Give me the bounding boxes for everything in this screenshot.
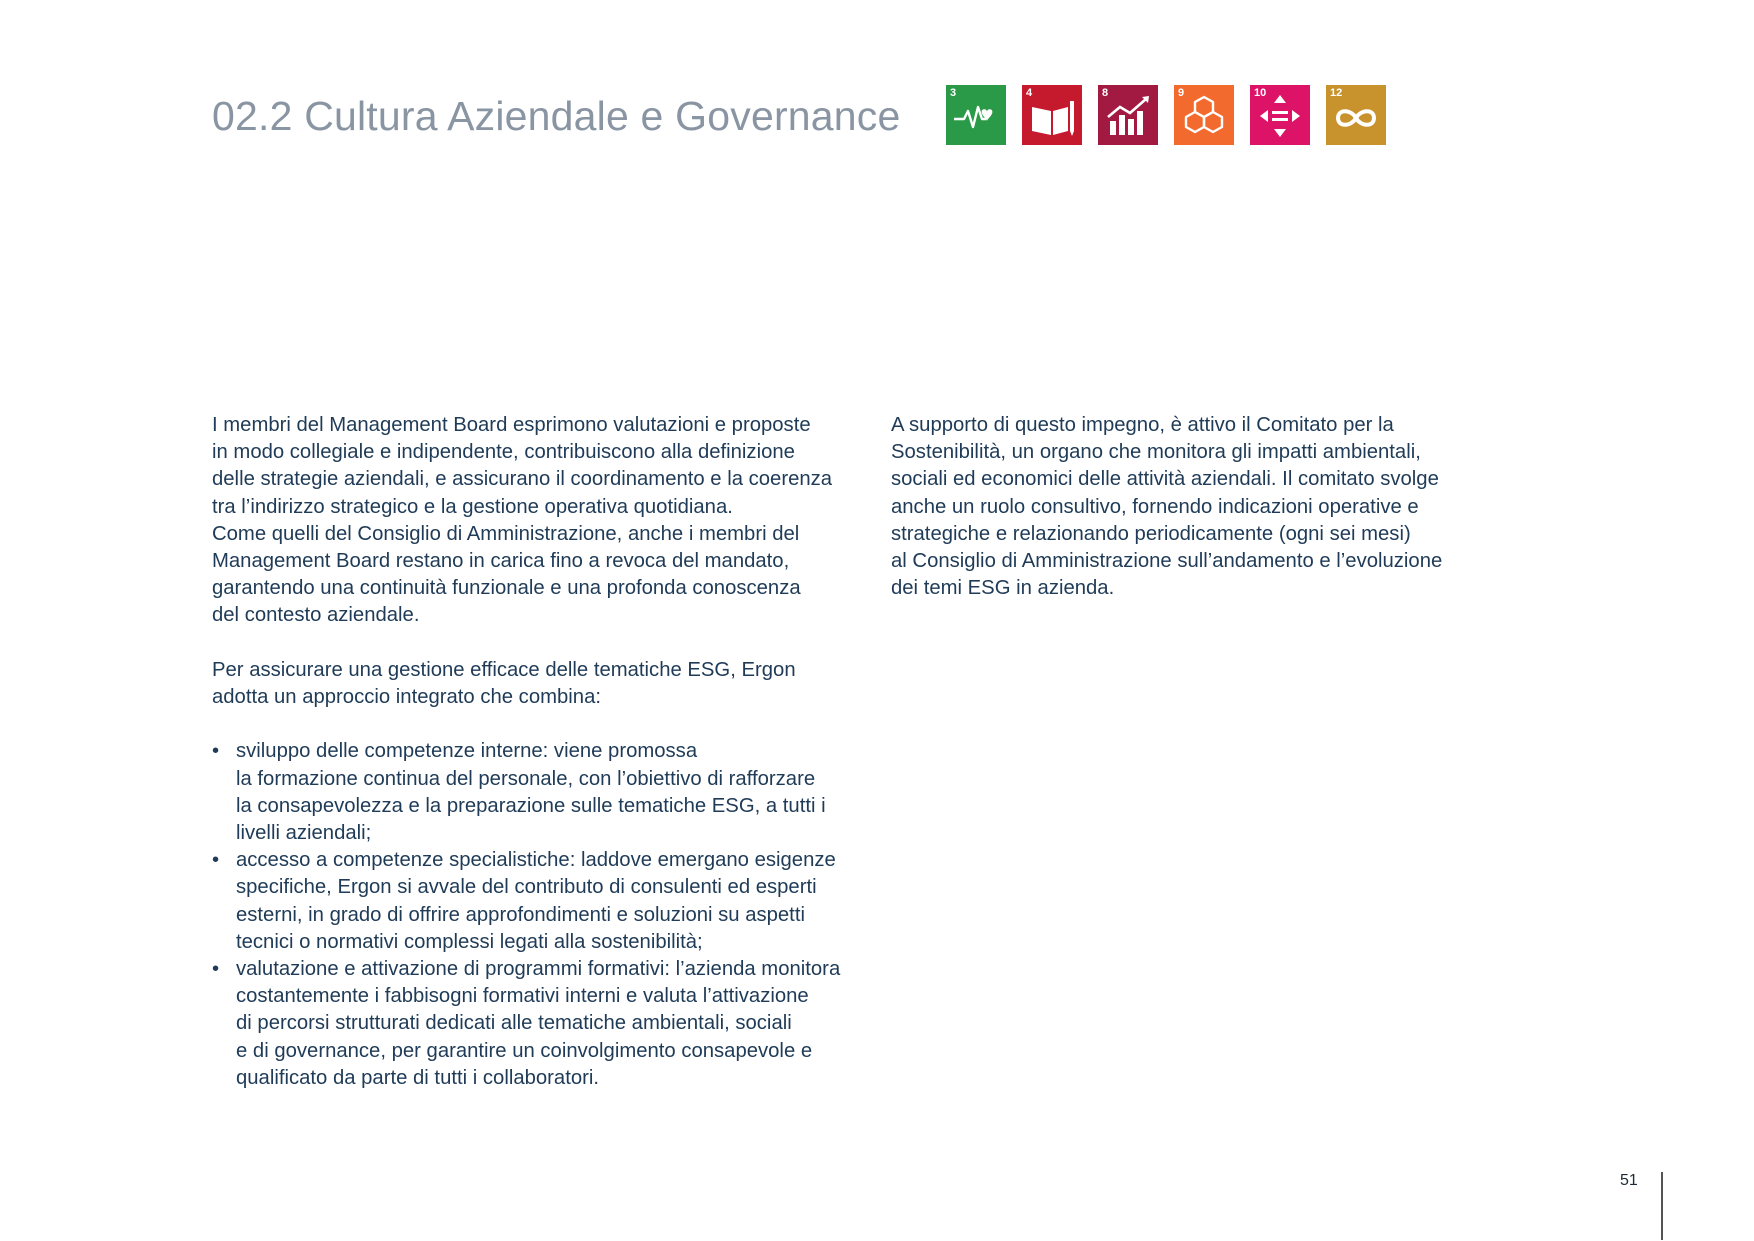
sdg-icons-row (946, 85, 1386, 145)
paragraph-esg-approach: Per assicurare una gestione efficace delle tematiche ESG, Ergon adotta un approccio integrato che combina: (212, 658, 796, 709)
paragraph-management-board: I membri del Management Board esprimono valutazioni e proposte in modo collegiale e indipendente, contribuiscono alla definizione delle strategie aziendali, e assicurano il coordinamento e la coerenza tra l’indirizzo strategico e la gestione operativa quotidiana. Come quelli del Consiglio di Amministrazione, anche i membri del Management Board restano in carica fino a revoca del mandato, garantendo una continuità funzionale e una profonda conoscenza del contesto aziendale. (212, 414, 833, 627)
sdg-4-tile (1022, 85, 1082, 145)
paragraph-spacer (212, 711, 877, 738)
sdg-9-tile (1174, 85, 1234, 145)
sdg-8-tile (1098, 85, 1158, 145)
page-title: 02.2 Cultura Aziendale e Governance (212, 93, 901, 139)
list-item: • accesso a competenze specialistiche: laddove emergano esigenze specifiche, Ergon si avvale del contributo di consulenti ed esperti esterni, in grado di offrire approfondimenti e soluzioni su aspetti tecnici o normativi complessi legati alla sostenibilità; (212, 847, 877, 956)
left-column (212, 412, 877, 1092)
sdg-number: 10 (1254, 87, 1267, 99)
sdg-number: 4 (1026, 87, 1033, 99)
sdg-number: 9 (1178, 87, 1185, 99)
paragraph-sustainability-committee: A supporto di questo impegno, è attivo il Comitato per la Sostenibilità, un organo che monitora gli impatti ambientali, sociali ed economici delle attività aziendali. Il comitato svolge anche un ruolo consultivo, fornendo indicazioni operative e strategiche e relazionando periodicamente (ogni sei mesi) al Consiglio di Amministrazione sull’andamento e l’evoluzione dei temi ESG in azienda. (891, 414, 1443, 600)
sdg-number: 3 (950, 87, 957, 99)
sdg-3-tile (946, 85, 1006, 145)
page-number: 51 (1620, 1172, 1638, 1189)
right-column (891, 412, 1531, 602)
sdg-number: 8 (1102, 87, 1109, 99)
sdg-10-tile (1250, 85, 1310, 145)
esg-approach-list (212, 738, 877, 1092)
sdg-number: 12 (1330, 87, 1343, 99)
list-item: • sviluppo delle competenze interne: viene promossa la formazione continua del personale, con l’obiettivo di rafforzare la consapevolezza e la preparazione sulle tematiche ESG, a tutti i livelli aziendali; (212, 738, 877, 847)
sdg-12-tile (1326, 85, 1386, 145)
list-item: • valutazione e attivazione di programmi formativi: l’azienda monitora costantemente i fabbisogni formativi interni e valuta l’attivazione di percorsi strutturati dedicati alle tematiche ambientali, sociali e di governance, per garantire un coinvolgimento consapevole e qualificato da parte di tutti i collaboratori. (212, 956, 877, 1092)
page-divider (1661, 1172, 1663, 1240)
paragraph-spacer (212, 630, 877, 657)
